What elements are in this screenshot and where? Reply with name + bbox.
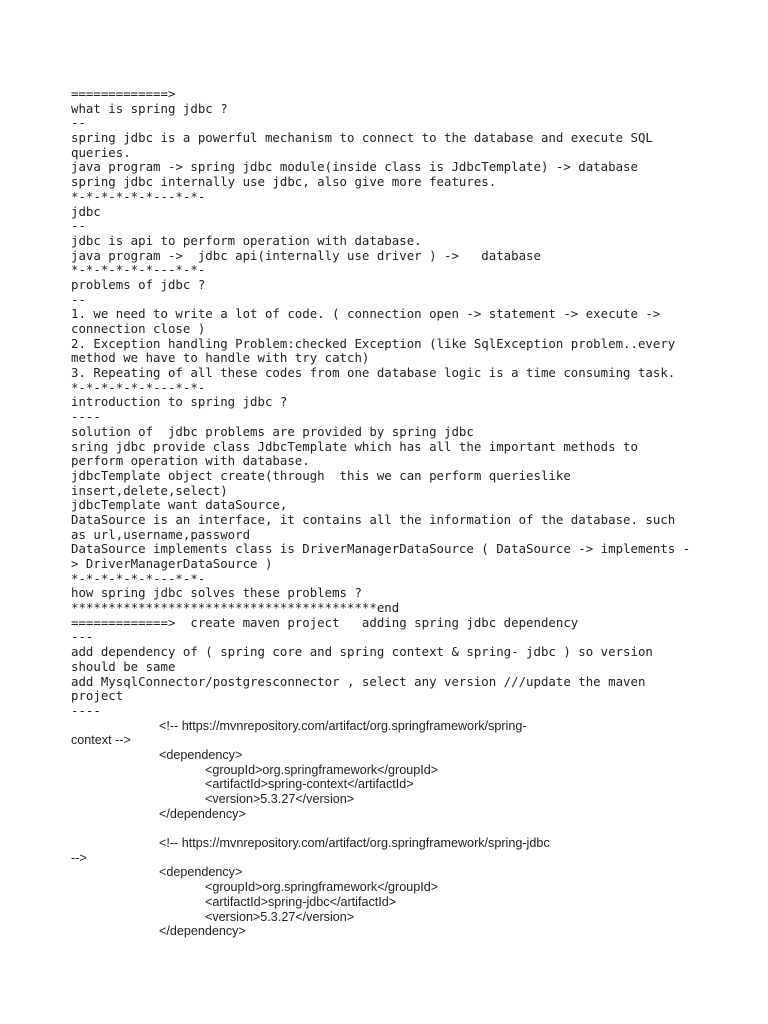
text-line: =============> <box>71 86 176 101</box>
text-line: DataSource implements class is DriverManagerDataSource ( DataSource -> implements - <box>71 541 691 557</box>
xml-comment: context --> <box>71 733 131 748</box>
xml-comment: <!-- https://mvnrepository.com/artifact/org.springframework/spring-jdbc <box>159 836 550 851</box>
text-line: jdbc <box>71 203 101 219</box>
text-line: add MysqlConnector/postgresconnector , select any version ///update the maven <box>71 673 646 689</box>
text-line: *****************************************end <box>71 600 400 616</box>
text-line: -- <box>71 115 86 131</box>
text-line: jdbc is api to perform operation with database. <box>71 232 422 248</box>
xml-version: <version>5.3.27</version> <box>205 909 355 924</box>
text-line: DataSource is an interface, it contains all the information of the database. such <box>71 511 676 527</box>
text-line: jdbcTemplate object create(through this we can perform querieslike <box>71 467 571 483</box>
xml-comment: <!-- https://mvnrepository.com/artifact/org.springframework/spring- <box>159 718 527 733</box>
text-line: 3. Repeating of all these codes from one database logic is a time consuming task. <box>71 365 676 381</box>
text-line: as url,username,password <box>71 526 251 542</box>
text-line: solution of jdbc problems are provided by spring jdbc <box>71 423 474 439</box>
text-line: perform operation with database. <box>71 453 310 469</box>
xml-dependency-close: </dependency> <box>159 806 246 821</box>
xml-group-id: <groupId>org.springframework</groupId> <box>205 880 439 895</box>
text-line: jdbcTemplate want dataSource, <box>71 497 288 513</box>
separator-line: *-*-*-*-*-*---*-*- <box>71 570 206 586</box>
text-line: introduction to spring jdbc ? <box>71 394 288 410</box>
text-line: queries. <box>71 144 131 160</box>
text-line: 1. we need to write a lot of code. ( connection open -> statement -> execute -> <box>71 306 661 322</box>
separator-line: *-*-*-*-*-*---*-*- <box>71 262 206 278</box>
text-line: ---- <box>71 409 101 425</box>
xml-group-id: <groupId>org.springframework</groupId> <box>205 762 439 777</box>
blank-line <box>71 821 711 836</box>
text-line: how spring jdbc solves these problems ? <box>71 585 362 601</box>
text-line: add dependency of ( spring core and spring context & spring- jdbc ) so version <box>71 644 653 660</box>
text-line: =============> create maven project adding spring jdbc dependency <box>71 614 579 630</box>
text-line: problems of jdbc ? <box>71 276 206 292</box>
text-line: sring jdbc provide class JdbcTemplate which has all the important methods to <box>71 438 638 454</box>
text-line: 2. Exception handling Problem:checked Exception (like SqlException problem..every <box>71 335 676 351</box>
text-line: -- <box>71 291 86 307</box>
xml-comment: --> <box>71 850 87 865</box>
xml-dependency-close: </dependency> <box>159 924 246 939</box>
text-line: -- <box>71 218 86 234</box>
text-line: > DriverManagerDataSource ) <box>71 556 273 571</box>
text-line: ---- <box>71 702 101 718</box>
xml-dependency-open: <dependency> <box>159 747 243 762</box>
text-line: connection close ) <box>71 321 206 336</box>
text-line: method we have to handle with try catch) <box>71 350 370 366</box>
xml-artifact-id: <artifactId>spring-jdbc</artifactId> <box>205 894 397 909</box>
text-line: project <box>71 688 124 704</box>
text-line: insert,delete,select) <box>71 482 228 498</box>
text-line: java program -> spring jdbc module(inside class is JdbcTemplate) -> database <box>71 159 638 175</box>
text-line: what is spring jdbc ? <box>71 100 228 116</box>
text-line: should be same <box>71 658 176 674</box>
xml-version: <version>5.3.27</version> <box>205 792 355 806</box>
text-line: java program -> jdbc api(internally use driver ) -> database <box>71 247 541 263</box>
text-line: --- <box>71 629 94 645</box>
separator-line: *-*-*-*-*-*---*-*- <box>71 188 206 204</box>
xml-artifact-id: <artifactId>spring-context</artifactId> <box>205 777 414 792</box>
separator-line: *-*-*-*-*-*---*-*- <box>71 379 206 395</box>
xml-dependency-open: <dependency> <box>159 865 243 880</box>
text-line: spring jdbc is a powerful mechanism to connect to the database and execute SQL <box>71 130 653 146</box>
text-line: spring jdbc internally use jdbc, also give more features. <box>71 174 497 190</box>
document-page <box>71 87 711 939</box>
